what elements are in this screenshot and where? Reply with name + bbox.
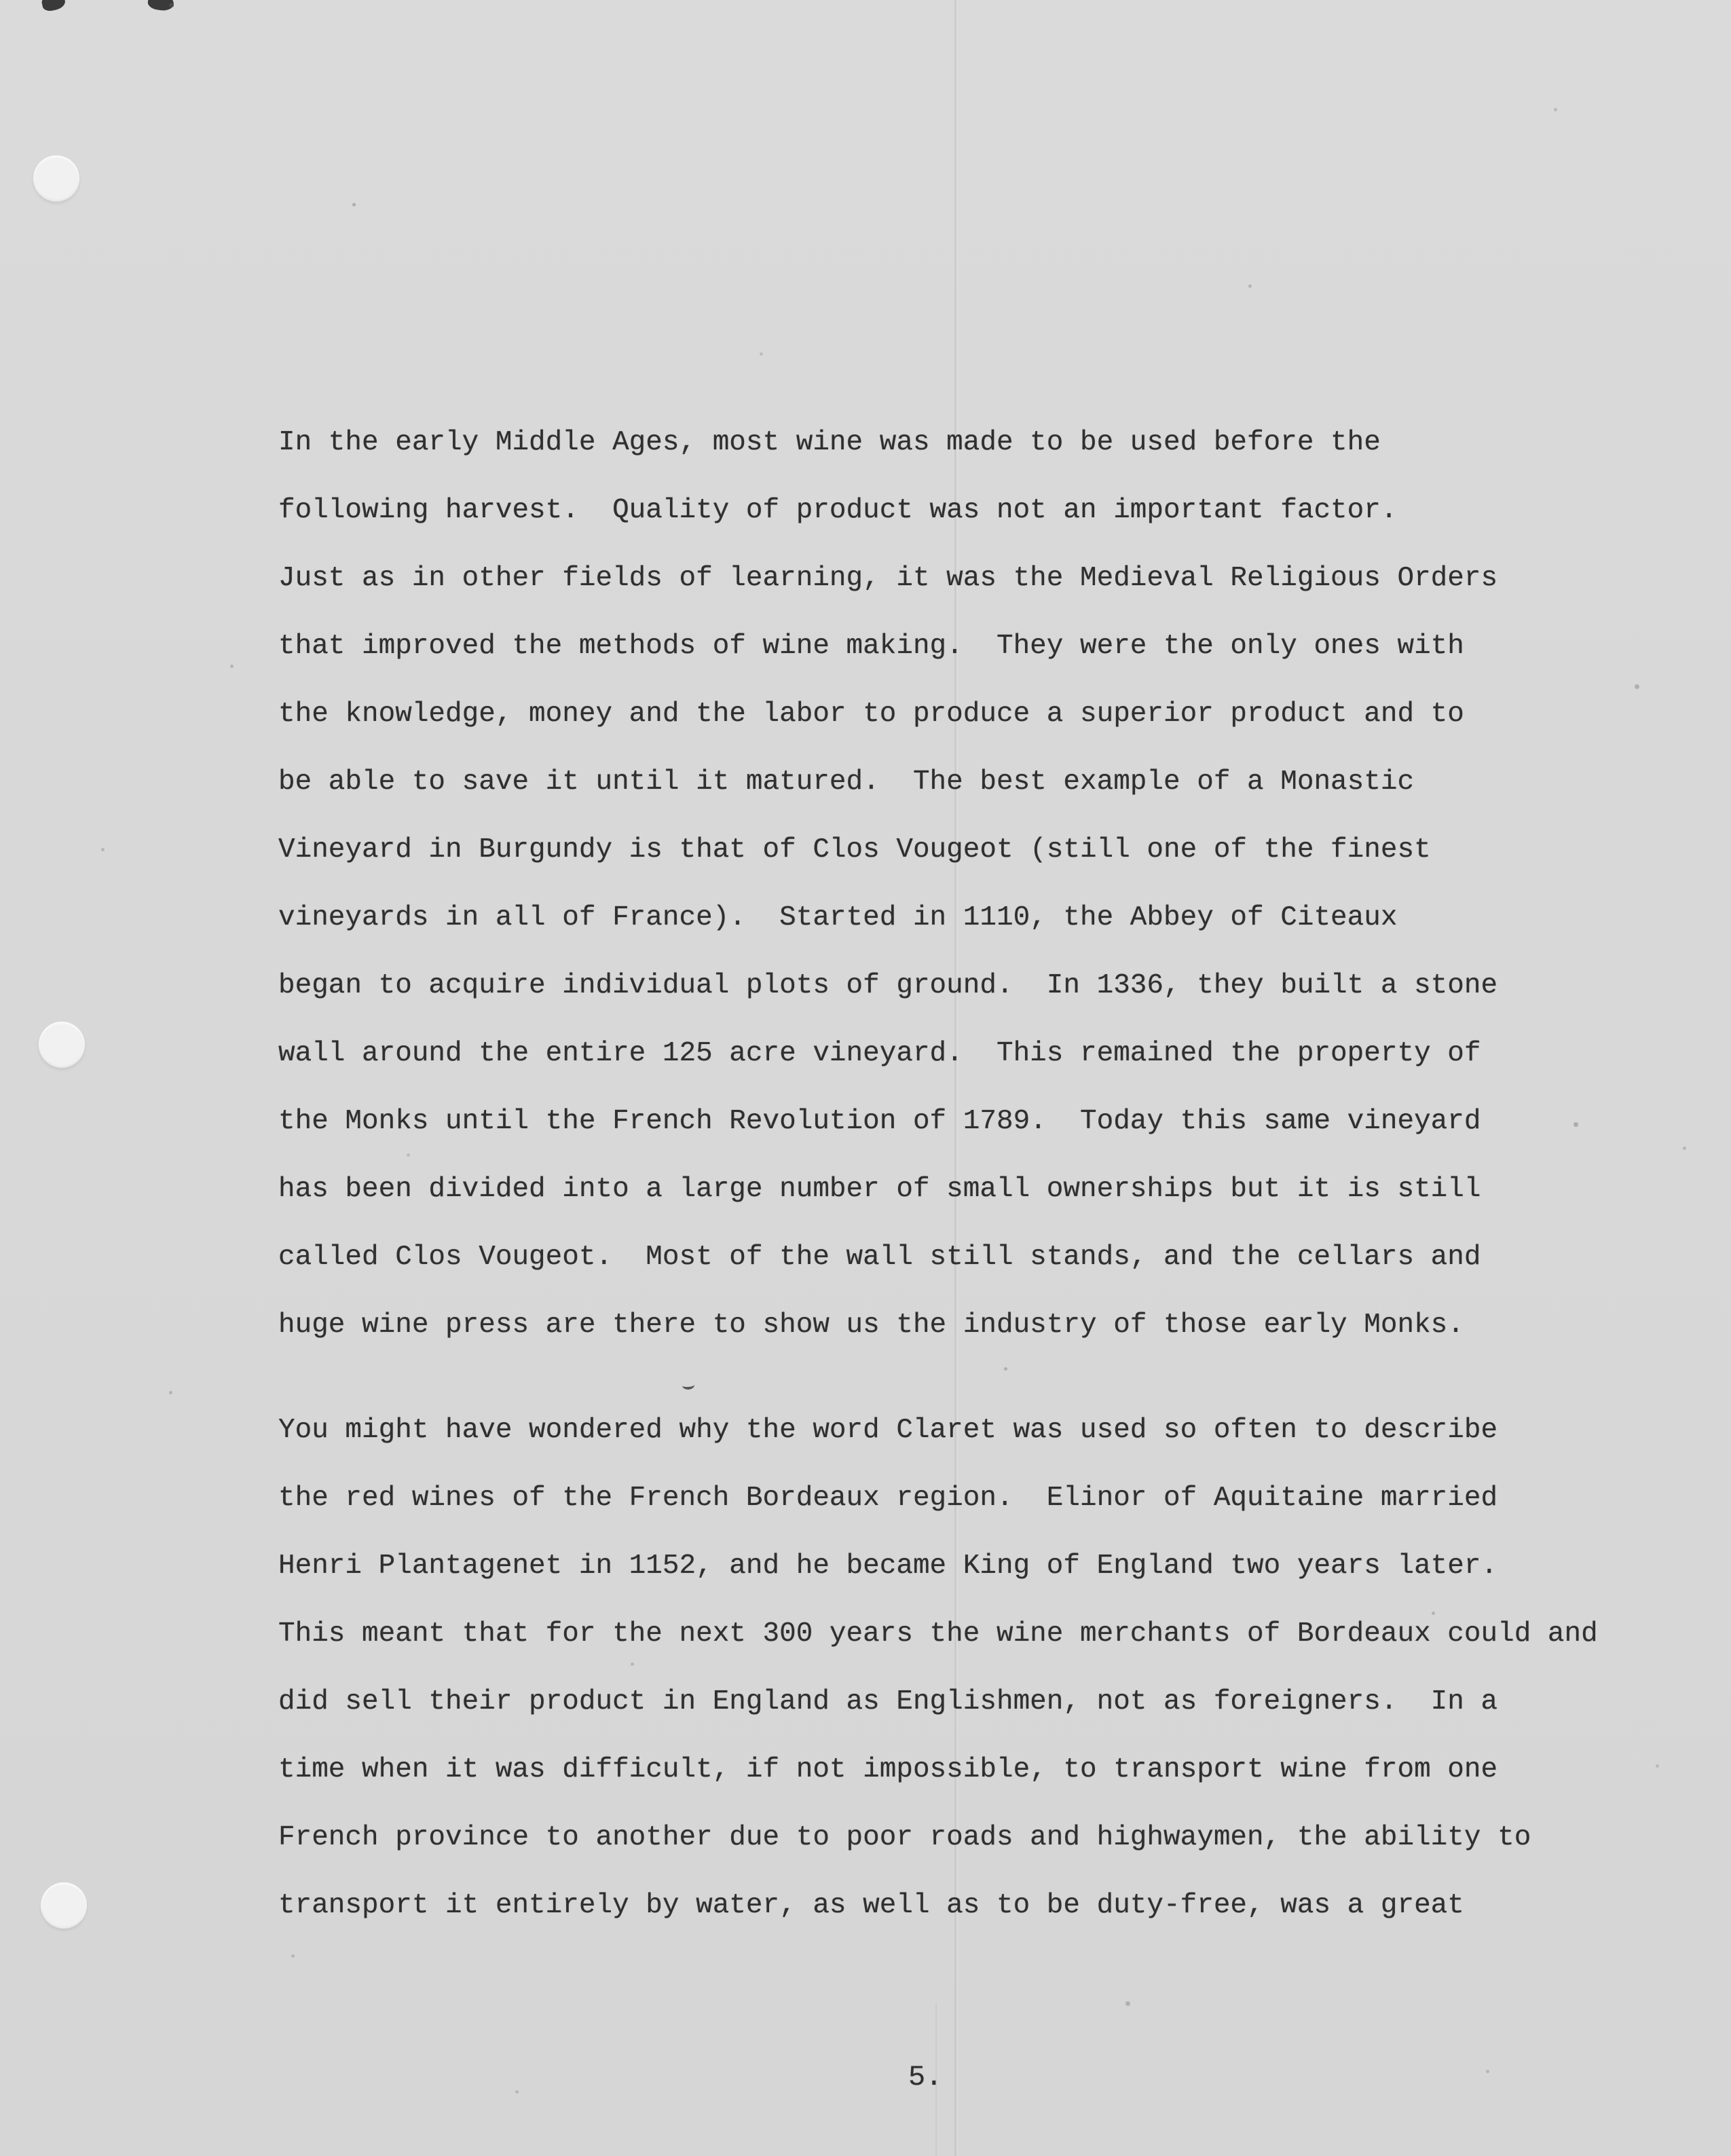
paragraph-claret-bordeaux <box>278 1396 1636 1939</box>
text-line: that improved the methods of wine making. They were the only ones with <box>278 631 1464 662</box>
typewritten-text-block <box>278 409 1636 1939</box>
text-line: be able to save it until it matured. The best example of a Monastic <box>278 766 1415 798</box>
text-line: huge wine press are there to show us the industry of those early Monks. <box>278 1309 1464 1341</box>
hole-punch-bottom <box>41 1882 87 1929</box>
text-line: did sell their product in England as Englishmen, not as foreigners. In a <box>278 1686 1498 1717</box>
paragraph-medieval-wine <box>278 409 1636 1359</box>
photocopy-speckles <box>0 0 2 2</box>
text-line: the Monks until the French Revolution of 1789. Today this same vineyard <box>278 1106 1481 1137</box>
text-line: began to acquire individual plots of ground. In 1336, they built a stone <box>278 970 1498 1001</box>
top-edge-tear-mark <box>41 0 67 12</box>
text-line: the red wines of the French Bordeaux region. Elinor of Aquitaine married <box>278 1483 1498 1514</box>
text-line: the knowledge, money and the labor to produce a superior product and to <box>278 699 1464 730</box>
text-line: This meant that for the next 300 years the wine merchants of Bordeaux could and <box>278 1618 1598 1650</box>
hole-punch-top <box>33 155 79 202</box>
text-line: following harvest. Quality of product was not an important factor. <box>278 495 1398 526</box>
page-number: 5. <box>908 2061 943 2094</box>
text-line: You might have wondered why the word Claret was used so often to describe <box>278 1415 1498 1446</box>
text-line: Vineyard in Burgundy is that of Clos Vougeot (still one of the finest <box>278 834 1431 866</box>
text-line: transport it entirely by water, as well as to be duty-free, was a great <box>278 1890 1464 1921</box>
text-line: time when it was difficult, if not impossible, to transport wine from one <box>278 1754 1498 1785</box>
text-line: Just as in other fields of learning, it was the Medieval Religious Orders <box>278 563 1498 594</box>
text-line: French province to another due to poor roads and highwaymen, the ability to <box>278 1822 1531 1853</box>
text-line: wall around the entire 125 acre vineyard. This remained the property of <box>278 1038 1481 1069</box>
hole-punch-middle <box>39 1022 85 1068</box>
text-line: Henri Plantagenet in 1152, and he became King of England two years later. <box>278 1550 1498 1582</box>
text-line: called Clos Vougeot. Most of the wall still stands, and the cellars and <box>278 1242 1481 1273</box>
text-line: has been divided into a large number of small ownerships but it is still <box>278 1174 1481 1205</box>
top-edge-speck <box>169 3 174 7</box>
text-line: In the early Middle Ages, most wine was made to be used before the <box>278 427 1381 458</box>
text-line: vineyards in all of France). Started in 1110, the Abbey of Citeaux <box>278 902 1398 933</box>
